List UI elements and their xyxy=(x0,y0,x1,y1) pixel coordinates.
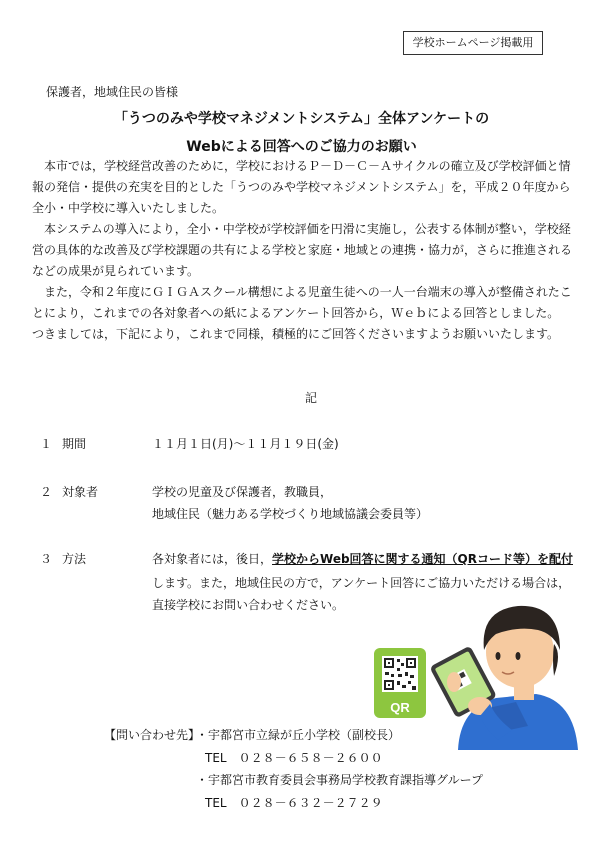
student-tablet-illustration xyxy=(368,590,578,750)
method-text: 各対象者には，後日， xyxy=(152,552,273,566)
title-line-2: Webによる回答へのご協力のお願い xyxy=(186,139,417,155)
item-target-number: ２ xyxy=(40,485,53,499)
addressee: 保護者，地域住民の皆様 xyxy=(46,85,179,99)
item-method-line-1 xyxy=(152,551,573,567)
item-period-value: １１月１日(月)～１１月１９日(金) xyxy=(152,437,339,451)
title-line-1: 「うつのみや学校マネジメントシステム」全体アンケートの xyxy=(113,111,490,127)
item-method-line-2: します。また，地域住民の方で，アンケート回答にご協力いただける場合は， xyxy=(152,576,571,590)
qr-label: QR xyxy=(390,700,410,715)
item-target-line-1: 学校の児童及び保護者，教職員， xyxy=(152,485,333,499)
body-line: 本システムの導入により，全小・中学校が学校評価を円滑に実施し，公表する体制が整い，学校経 xyxy=(32,222,571,236)
ki-heading: 記 xyxy=(305,391,318,405)
item-method-label: 方法 xyxy=(62,552,87,566)
item-target-line-2: 地域住民（魅力ある学校づくり地域協議会委員等） xyxy=(152,507,429,521)
body-line: 営の具体的な改善及び学校課題の共有による学校と家庭・地域との連携・協力が，さらに推進される xyxy=(32,243,573,257)
body-line: 本市では，学校経営改善のために，学校におけるＰ－Ｄ－Ｃ－Ａサイクルの確立及び学校評価と情 xyxy=(32,159,571,173)
item-period-number: １ xyxy=(40,437,53,451)
body-text xyxy=(32,156,572,345)
item-method-number: ３ xyxy=(40,552,53,566)
item-target-label: 対象者 xyxy=(62,485,99,499)
body-line: とにより，これまでの各対象者への紙によるアンケート回答から，Ｗｅｂによる回答としました。 xyxy=(32,306,560,320)
contact-tel-2: TEL ０２８－６３２－２７２９ xyxy=(205,796,383,810)
body-line: また，令和２年度にＧＩＧＡスクール構想による児童生徒への一人一台端末の導入が整備されたこ xyxy=(32,285,572,299)
body-line: つきましては，下記により，これまで同様，積極的にご回答くださいますようお願いいたします。 xyxy=(32,327,560,341)
method-emphasis: 学校からWeb回答に関する通知（QRコード等）を配付 xyxy=(272,552,573,566)
body-line: 全小・中学校に導入いたしました。 xyxy=(32,201,225,215)
body-line: などの成果が見られています。 xyxy=(32,264,200,278)
contact-org-2: ・宇都宮市教育委員会事務局学校教育課指導グループ xyxy=(196,773,484,787)
body-line: 報の発信・提供の充実を目的とした「うつのみや学校マネジメントシステム」を，平成２０年度から xyxy=(32,180,571,194)
web-posting-tag: 学校ホームページ掲載用 xyxy=(403,31,543,55)
contact-tel-1: TEL ０２８－６５８－２６００ xyxy=(205,751,383,765)
contact-heading: 【問い合わせ先】 xyxy=(104,728,201,742)
item-period-label: 期間 xyxy=(62,437,87,451)
contact-org-1: ・宇都宮市立緑が丘小学校（副校長） xyxy=(196,728,401,742)
item-method-line-3: 直接学校にお問い合わせください。 xyxy=(152,598,345,612)
